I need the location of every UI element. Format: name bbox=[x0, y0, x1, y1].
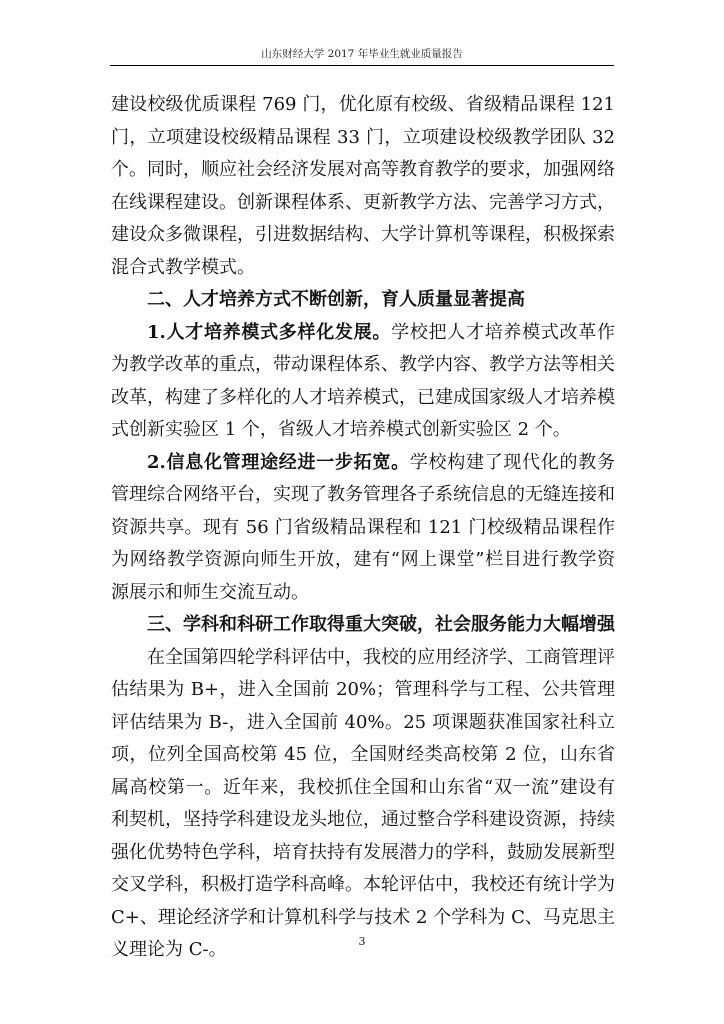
paragraph-information-management bbox=[111, 447, 615, 610]
body-diversified-training: 学校把人才培养模式改革作为教学改革的重点，带动课程体系、教学内容、教学方法等相关改革，构建了多样化的人才培养模式，已建成国家级人才培养模式创新实验区 1 个，省级人才培养模式创新实验区 2 个。 bbox=[111, 321, 615, 440]
body-information-management: 学校构建了现代化的教务管理综合网络平台，实现了教务管理各子系统信息的无缝连接和资源共享。现有 56 门省级精品课程和 121 门校级精品课程作为网络教学资源向师生开放，建有“网上课堂”栏目进行教学资源展示和师生交流互动。 bbox=[111, 451, 615, 603]
header-rule bbox=[110, 65, 614, 66]
document-body bbox=[111, 89, 615, 967]
section-heading-talent-cultivation: 二、人才培养方式不断创新，育人质量显著提高 bbox=[147, 289, 525, 310]
page-number: 3 bbox=[358, 935, 366, 948]
running-header: 山东财经大学 2017 年毕业生就业质量报告 bbox=[261, 48, 463, 60]
paragraph-discipline-evaluation: 在全国第四轮学科评估中，我校的应用经济学、工商管理评估结果为 B+，进入全国前 20%；管理科学与工程、公共管理评估结果为 B-，进入全国前 40%。25 项课题获准国家社科立项，位列全国高校第 45 位，全国财经类高校第 2 位，山东省属高校第一。近年来，我校抓住全国和山东省“双一流”建设有利契机，坚持学科建设龙头地位，通过整合学科建设资源，持续强化优势特色学科，培育扶持有发展潜力的学科，鼓励发展新型交叉学科，积极打造学科高峰。本轮评估中，我校还有统计学为 C+、理论经济学和计算机科学与技术 2 个学科为 C、马克思主义理论为 C-。 bbox=[111, 646, 615, 960]
lead-information-management: 2.信息化管理途经进一步拓宽。 bbox=[147, 451, 410, 473]
section-heading-disciplines-research: 三、学科和科研工作取得重大突破，社会服务能力大幅增强 bbox=[147, 614, 615, 635]
paragraph-diversified-training bbox=[111, 317, 615, 447]
lead-diversified-training: 1.人才培养模式多样化发展。 bbox=[147, 321, 392, 343]
paragraph-course-building: 建设校级优质课程 769 门，优化原有校级、省级精品课程 121 门，立项建设校级精品课程 33 门，立项建设校级教学团队 32 个。同时，顺应社会经济发展对高等教育教学的要求，加强网络在线课程建设。创新课程体系、更新教学方法、完善学习方式，建设众多微课程，引进数据结构、大学计算机等课程，积极探索混合式教学模式。 bbox=[111, 94, 615, 278]
